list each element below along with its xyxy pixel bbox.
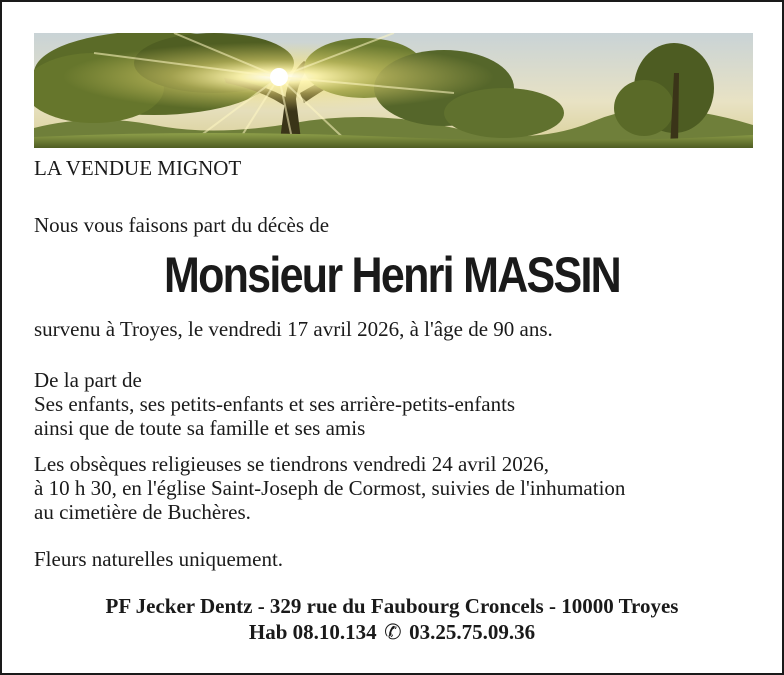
phone-number: 03.25.75.09.36 [409, 620, 536, 644]
deceased-name: Monsieur Henri MASSIN [163, 247, 621, 303]
ceremony-line: au cimetière de Buchères. [34, 500, 251, 524]
funeral-home-town: LA VENDUE MIGNOT [34, 156, 242, 180]
habilitation-number: Hab 08.10.134 [248, 620, 377, 644]
funeral-director-address: PF Jecker Dentz - 329 rue du Faubourg Croncels - 10000 Troyes [105, 594, 679, 618]
family-heading: De la part de [34, 368, 142, 392]
death-details: survenu à Troyes, le vendredi 17 avril 2026, à l'âge de 90 ans. [34, 317, 553, 341]
flowers-note: Fleurs naturelles uniquement. [34, 547, 284, 571]
phone-icon: ✆ [384, 620, 402, 644]
intro-text: Nous vous faisons part du décès de [34, 213, 330, 237]
funeral-director-contact [2, 619, 782, 645]
family-line: ainsi que de toute sa famille et ses amis [34, 416, 366, 440]
family-line: Ses enfants, ses petits-enfants et ses arrière-petits-enfants [34, 392, 516, 416]
banner-photo [34, 33, 753, 148]
sunlit-trees-photo [34, 33, 753, 148]
ceremony-line: Les obsèques religieuses se tiendrons vendredi 24 avril 2026, [34, 452, 549, 476]
ceremony-line: à 10 h 30, en l'église Saint-Joseph de Cormost, suivies de l'inhumation [34, 476, 626, 500]
